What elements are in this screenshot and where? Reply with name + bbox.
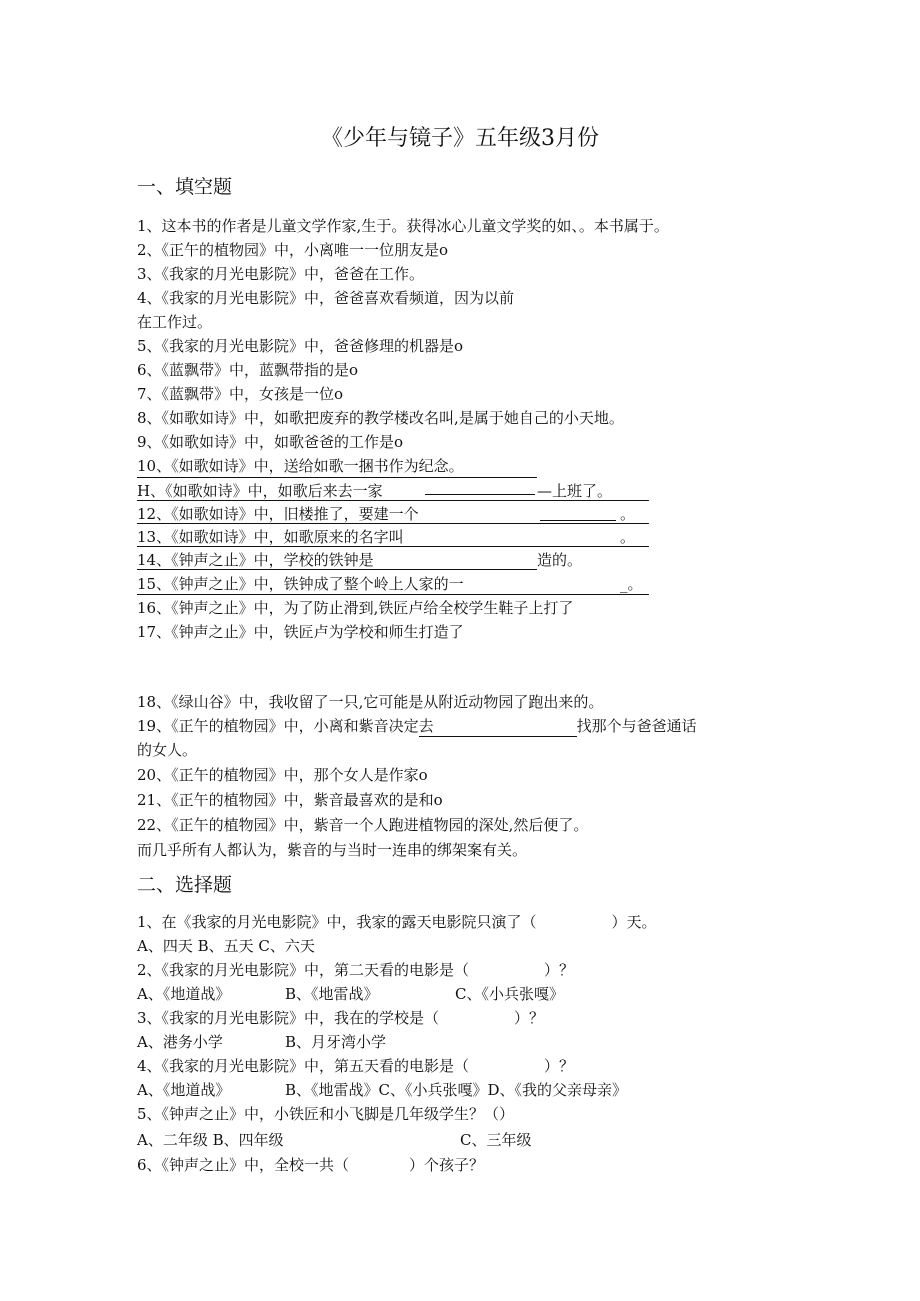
- choice-question-4-options: B、《地雷战》C、《小兵张嘎》D、《我的父亲母亲》: [285, 1081, 628, 1099]
- fill-question-20: 20、《正午的植物园》中，那个女人是作家o: [137, 766, 428, 784]
- fill-question-17: 17、《钟声之止》中，铁匠卢为学校和师生打造了: [137, 623, 464, 641]
- fill-question-3: 3、《我家的月光电影院》中，爸爸在工作。: [137, 265, 425, 283]
- fill-question-16: 16、《钟声之止》中，为了防止滑到,铁匠卢给全校学生鞋子上打了: [137, 599, 574, 617]
- fill-question-6: 6、《蓝飘带》中，蓝飘带指的是o: [137, 361, 359, 379]
- fill-question-4-continued: 在工作过。: [137, 313, 213, 331]
- fill-question-22: 22、《正午的植物园》中，紫音一个人跑进植物园的深处,然后便了。: [137, 816, 589, 834]
- fill-question-11-end: —上班了。: [537, 482, 613, 500]
- answer-underline: [137, 594, 649, 595]
- choice-question-3-option-a: A、港务小学: [137, 1033, 223, 1051]
- fill-question-1: 1、这本书的作者是儿童文学作家,生于。获得冰心儿童文学奖的如、。本书属于。: [137, 217, 669, 235]
- choice-question-3: 3、《我家的月光电影院》中，我在的学校是（ ）？: [137, 1009, 545, 1027]
- fill-question-18: 18、《绿山谷》中，我收留了一只,它可能是从附近动物园了跑出来的。: [137, 693, 604, 711]
- choice-question-1-options: A、四天 B、五天 C、六天: [137, 937, 315, 955]
- answer-blank: [425, 494, 535, 495]
- fill-question-10: 10、《如歌如诗》中，送给如歌一捆书作为纪念。: [137, 457, 464, 475]
- answer-underline: [137, 477, 537, 478]
- section-fill-blank-heading: 一、填空题: [137, 176, 233, 198]
- choice-question-2-option-a: A、《地道战》: [137, 985, 231, 1003]
- fill-question-14: 14、《钟声之止》中，学校的铁钟是: [137, 551, 374, 569]
- fill-question-8: 8、《如歌如诗》中，如歌把废弃的教学楼改名叫,是属于她自己的小天地。: [137, 409, 624, 427]
- choice-question-3-option-b: B、月牙湾小学: [285, 1033, 387, 1051]
- section-choice-heading: 二、选择题: [137, 874, 233, 896]
- fill-question-19-blank: 去: [419, 716, 577, 737]
- fill-question-11: H、《如歌如诗》中，如歌后来去一家: [137, 482, 383, 500]
- fill-question-13-end: 。: [620, 528, 636, 546]
- fill-question-22-continued: 而几乎所有人都认为，紫音的与当时一连串的绑架案有关。: [137, 841, 528, 859]
- fill-question-21: 21、《正午的植物园》中，紫音最喜欢的是和o: [137, 791, 443, 809]
- choice-question-1: 1、在《我家的月光电影院》中，我家的露天电影院只演了（ ）天。: [137, 913, 657, 931]
- choice-question-4-option-a: A、《地道战》: [137, 1081, 231, 1099]
- fill-question-14-end: 造的。: [537, 551, 583, 569]
- fill-question-12: 12、《如歌如诗》中，旧楼推了，要建一个: [137, 505, 419, 523]
- choice-question-2: 2、《我家的月光电影院》中，第二天看的电影是（ ）？: [137, 961, 575, 979]
- answer-blank: [540, 520, 616, 521]
- answer-underline: [137, 523, 649, 524]
- choice-question-5-option-c: C、三年级: [460, 1131, 532, 1149]
- fill-question-19-continued: 的女人。: [137, 741, 198, 759]
- answer-underline: [137, 569, 537, 570]
- fill-question-19: [137, 716, 697, 737]
- fill-question-13: 13、《如歌如诗》中，如歌原来的名字叫: [137, 528, 404, 546]
- fill-question-5: 5、《我家的月光电影院》中，爸爸修理的机器是o: [137, 337, 464, 355]
- fill-question-2: 2、《正午的植物园》中，小离唯一一位朋友是o: [137, 241, 449, 259]
- fill-question-15: 15、《钟声之止》中，铁钟成了整个岭上人家的一: [137, 575, 464, 593]
- choice-question-2-option-b: B、《地雷战》: [285, 985, 379, 1003]
- choice-question-4: 4、《我家的月光电影院》中，第五天看的电影是（ ）？: [137, 1057, 575, 1075]
- fill-question-7: 7、《蓝飘带》中，女孩是一位o: [137, 385, 344, 403]
- choice-question-5: 5、《钟声之止》中，小铁匠和小飞脚是几年级学生？（）: [137, 1105, 515, 1123]
- answer-underline: [137, 500, 649, 501]
- fill-question-4: 4、《我家的月光电影院》中，爸爸喜欢看频道，因为以前: [137, 289, 515, 307]
- fill-question-15-end: _。: [620, 575, 643, 593]
- page-title: 《少年与镜子》五年级3月份: [321, 126, 599, 151]
- choice-question-5-options: A、二年级 B、四年级: [137, 1131, 284, 1149]
- choice-question-2-option-c: C、《小兵张嘎》: [455, 985, 564, 1003]
- choice-question-6: 6、《钟声之止》中，全校一共（ ）个孩子？: [137, 1156, 485, 1174]
- fill-question-9: 9、《如歌如诗》中，如歌爸爸的工作是o: [137, 433, 404, 451]
- answer-underline: [137, 546, 649, 547]
- fill-question-19-end: 找那个与爸爸通话: [576, 717, 697, 735]
- fill-question-19-start: 19、《正午的植物园》中，小离和紫音决定: [137, 717, 419, 735]
- fill-question-12-end: 。: [620, 505, 636, 523]
